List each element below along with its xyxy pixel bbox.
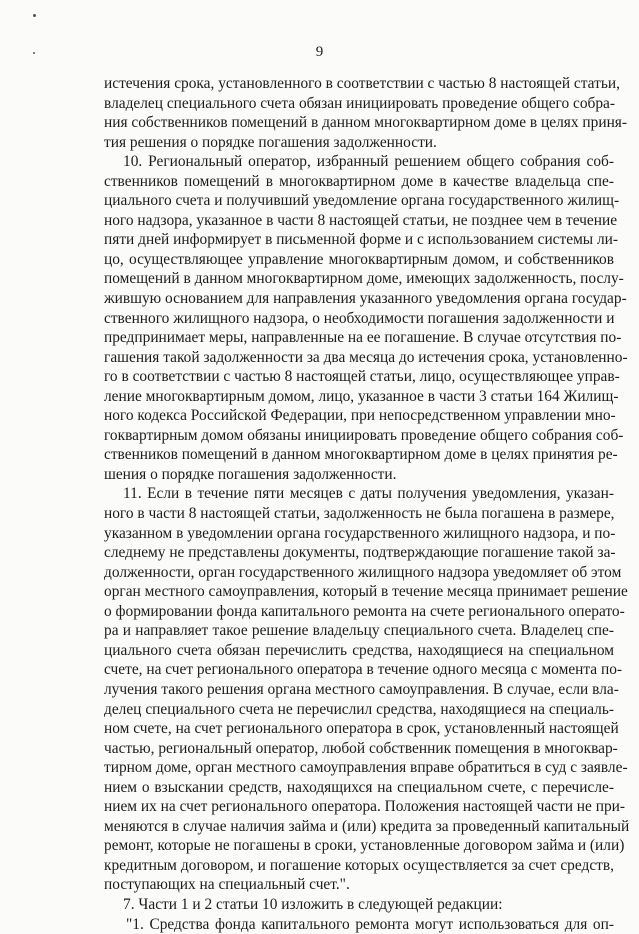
text-line: ственников помещений в многоквартирном доме в качестве владельца спе- — [104, 172, 614, 190]
text-line: циального счета обязан перечислить средства, находящиеся на специальном — [104, 641, 614, 659]
text-line: помещений в данном многоквартирном доме, имеющих задолженность, послу- — [104, 270, 624, 288]
text-line: делец специального счета не перечислил средства, находящиеся на специаль- — [104, 700, 614, 718]
text-line: истечения срока, установленного в соответствии с частью 8 настоящей статьи, — [104, 75, 620, 92]
page-number: 9 — [315, 44, 324, 60]
text-line: шения о порядке погашения задолженности. — [104, 465, 397, 483]
text-line: ление многоквартирным домом, лицо, указанное в части 3 статьи 164 Жилищ- — [104, 387, 619, 405]
text-line: ного кодекса Российской Федерации, при непосредственном управлении мно- — [104, 407, 616, 425]
text-line: орган местного самоуправления, который в течение месяца принимает решение — [104, 583, 628, 601]
text-line: о формировании фонда капитального ремонта на счете регионального операто- — [104, 602, 625, 620]
text-line: ственников помещений в данном многоквартирном доме в целях принятия ре- — [104, 446, 618, 464]
text-line: меняются в случае наличия займа и (или) кредита за проведенный капитальный — [104, 817, 630, 835]
text-line: тирном доме, орган местного самоуправления вправе обратиться в суд с заявле- — [104, 759, 628, 777]
text-line: ном счете, на счет регионального оператора в срок, установленный настоящей — [104, 720, 619, 738]
text-line: нием о взыскании средств, находящихся на специальном счете, с перечисле- — [104, 778, 614, 796]
text-line: циального счета и получивший уведомление органа государственного жилищ- — [104, 192, 620, 210]
text-line: нием их на счет регионального оператора. Положения настоящей части не при- — [104, 798, 626, 816]
text-line: следнему не представлены документы, подтверждающие погашение такой за- — [104, 544, 616, 562]
text-line: 10. Региональный оператор, избранный решением общего собрания соб- — [123, 153, 614, 171]
text-line: гоквартирным домом обязаны инициировать проведение общего собрания соб- — [104, 426, 624, 444]
text-line: 11. Если в течение пяти месяцев с даты получения уведомления, указан- — [123, 485, 614, 503]
text-line: счете, на счет регионального оператора в течение одного месяца с момента по- — [104, 661, 623, 679]
text-line: жившую основанием для направления указанного уведомления органа государ- — [104, 290, 627, 308]
text-line: владелец специального счета обязан инициировать проведение общего собра- — [104, 94, 616, 112]
text-line: 7. Части 1 и 2 статьи 10 изложить в следующей редакции: — [123, 895, 503, 913]
text-line: ного в части 8 настоящей статьи, задолженность не была погашена в размере, — [104, 505, 615, 523]
text-line: ра и направляет такое решение владельцу специального счета. Владелец спе- — [104, 622, 614, 640]
text-line: тия решения о порядке погашения задолженности. — [104, 133, 437, 151]
text-line: "1. Средства фонда капитального ремонта могут использоваться для оп- — [126, 915, 614, 933]
text-line: пяти дней информирует в письменной форме и с использованием системы ли- — [104, 231, 619, 249]
text-line: указанном в уведомлении органа государственного жилищного надзора, и по- — [104, 524, 616, 542]
text-line: ного надзора, указанное в части 8 настоящей статьи, не позднее чем в течение — [104, 211, 618, 229]
text-line: цо, осуществляющее управление многоквартирным домом, и собственников — [104, 250, 614, 268]
text-line: го в соответствии с частью 8 настоящей статьи, лицо, осуществляющее управ- — [104, 368, 620, 386]
document-body — [104, 74, 630, 934]
text-line: ственного жилищного надзора, о необходимости погашения задолженности и — [104, 309, 615, 327]
text-line: предпринимает меры, направленные на ее погашение. В случае отсутствия по- — [104, 329, 622, 347]
text-line: поступающих на специальный счет.". — [104, 876, 350, 894]
text-line: долженности, орган государственного жилищного надзора уведомляет об этом — [104, 563, 622, 581]
text-line: лучения такого решения органа местного самоуправления. В случае, если вла- — [104, 680, 619, 698]
text-line: частью, региональный оператор, любой собственник помещения в многоквар- — [104, 739, 618, 757]
text-line: гашения такой задолженности за два месяца до истечения срока, установленно- — [104, 348, 628, 366]
scan-speck — [33, 14, 36, 17]
text-line: кредитным договором, и погашение которых осуществляется за счет средств, — [104, 856, 614, 874]
text-line: ремонт, которые не погашены в сроки, установленные договором займа и (или) — [104, 837, 625, 855]
text-line: ния собственников помещений в данном многоквартирном доме в целях приня- — [104, 114, 628, 132]
